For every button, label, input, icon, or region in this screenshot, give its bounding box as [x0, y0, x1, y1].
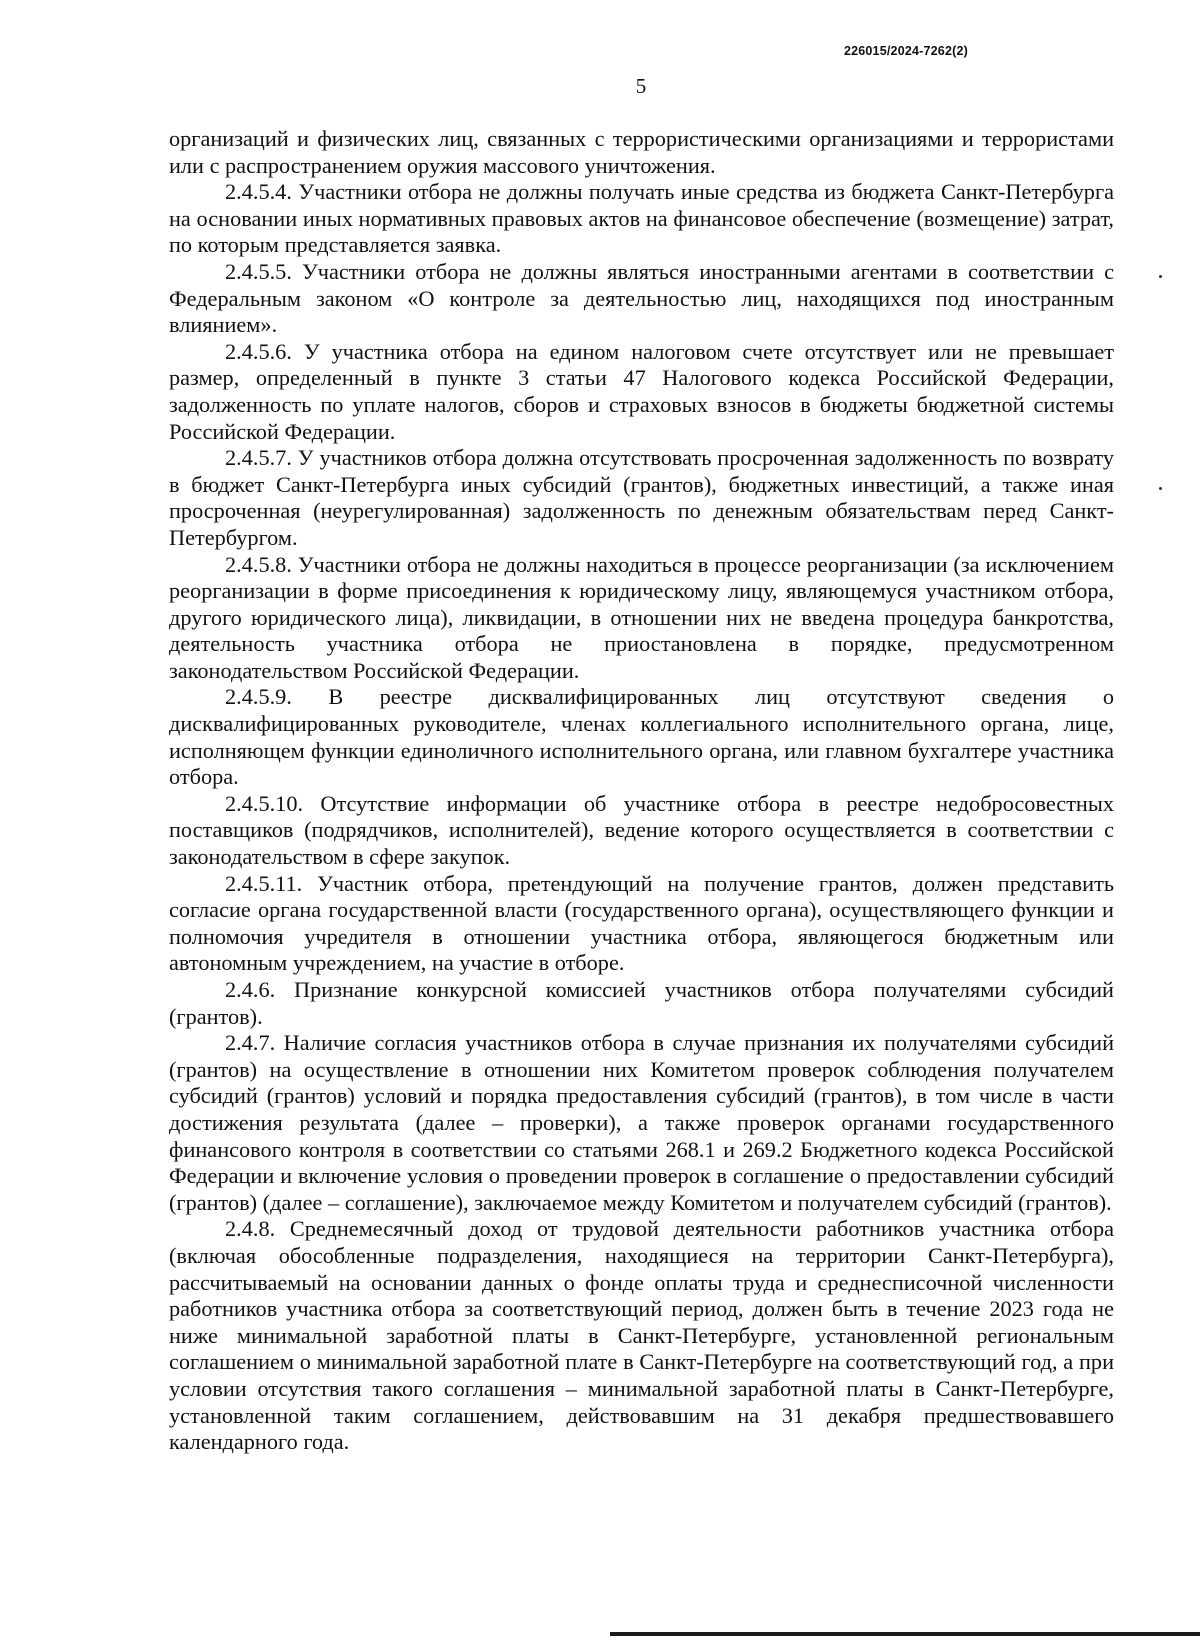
paragraph-2-4-8: 2.4.8. Среднемесячный доход от трудовой деятельности работников участника отбора (включая обособленные подразделения, находящиеся на территории Санкт-Петербурга), рассчитываемый на основании данных о фонде оплаты труда и среднесписочной численности работников участника отбора за соответствующий период, должен быть в течение 2023 года не ниже минимальной заработной платы в Санкт-Петербурге, установленной региональным соглашением о минимальной заработной плате в Санкт-Петербурге на соответствующий год, а при условии отсутствия такого соглашения – минимальной заработной платы в Санкт-Петербурге, установленной таким соглашением, действовавшим на 31 декабря предшествовавшего календарного года.	[169, 1216, 1114, 1455]
paragraph-continuation: организаций и физических лиц, связанных с террористическими организациями и террористами или с распространением оружия массового уничтожения.	[169, 126, 1114, 178]
page-number: 5	[635, 74, 647, 98]
paragraph-2-4-5-9: 2.4.5.9. В реестре дисквалифицированных лиц отсутствуют сведения о дисквалифицированных руководителе, членах коллегиального исполнительного органа, лице, исполняющем функции единоличного исполнительного органа, или главном бухгалтере участника отбора.	[169, 684, 1114, 790]
scan-speck	[1159, 275, 1162, 278]
paragraph-2-4-7: 2.4.7. Наличие согласия участников отбора в случае признания их получателями субсидий (грантов) на осуществление в отношении них Комитетом проверок соблюдения получателем субсидий (грантов) условий и порядка предоставления субсидий (грантов), в том числе в части достижения результата (далее – проверки), а также проверок органами государственного финансового контроля в соответствии со статьями 268.1 и 269.2 Бюджетного кодекса Российской Федерации и включение условия о проведении проверок в соглашение о предоставлении субсидий (грантов) (далее – соглашение), заключаемое между Комитетом и получателем субсидий (грантов).	[169, 1030, 1114, 1215]
document-body	[169, 126, 1114, 1456]
paragraph-2-4-5-8: 2.4.5.8. Участники отбора не должны находиться в процессе реорганизации (за исключением реорганизации в форме присоединения к юридическому лицу, являющемуся участником отбора, другого юридического лица), ликвидации, в отношении них не введена процедура банкротства, деятельность участника отбора не приостановлена в порядке, предусмотренном законодательством Российской Федерации.	[169, 551, 1114, 683]
scan-edge-line	[610, 1632, 1200, 1636]
paragraph-2-4-6: 2.4.6. Признание конкурсной комиссией участников отбора получателями субсидий (грантов).	[169, 977, 1114, 1029]
document-registration-number: 226015/2024-7262(2)	[843, 44, 968, 58]
paragraph-2-4-5-10: 2.4.5.10. Отсутствие информации об участнике отбора в реестре недобросовестных поставщиков (подрядчиков, исполнителей), ведение которого осуществляется в соответствии с законодательством в сфере закупок.	[169, 790, 1114, 870]
scan-speck	[1159, 487, 1162, 490]
paragraph-2-4-5-5: 2.4.5.5. Участники отбора не должны являться иностранными агентами в соответствии с Федеральным законом «О контроле за деятельностью лиц, находящихся под иностранным влиянием».	[169, 258, 1114, 338]
paragraph-2-4-5-6: 2.4.5.6. У участника отбора на едином налоговом счете отсутствует или не превышает размер, определенный в пункте 3 статьи 47 Налогового кодекса Российской Федерации, задолженность по уплате налогов, сборов и страховых взносов в бюджеты бюджетной системы Российской Федерации.	[169, 338, 1114, 444]
paragraph-2-4-5-7: 2.4.5.7. У участников отбора должна отсутствовать просроченная задолженность по возврату в бюджет Санкт-Петербурга иных субсидий (грантов), бюджетных инвестиций, а также иная просроченная (неурегулированная) задолженность по денежным обязательствам перед Санкт-Петербургом.	[169, 445, 1114, 550]
paragraph-2-4-5-11: 2.4.5.11. Участник отбора, претендующий на получение грантов, должен представить согласие органа государственной власти (государственного органа), осуществляющего функции и полномочия учредителя в отношении участника отбора, являющегося бюджетным или автономным учреждением, на участие в отборе.	[169, 870, 1114, 976]
paragraph-2-4-5-4: 2.4.5.4. Участники отбора не должны получать иные средства из бюджета Санкт-Петербурга на основании иных нормативных правовых актов на финансовое обеспечение (возмещение) затрат, по которым представляется заявка.	[169, 179, 1114, 258]
